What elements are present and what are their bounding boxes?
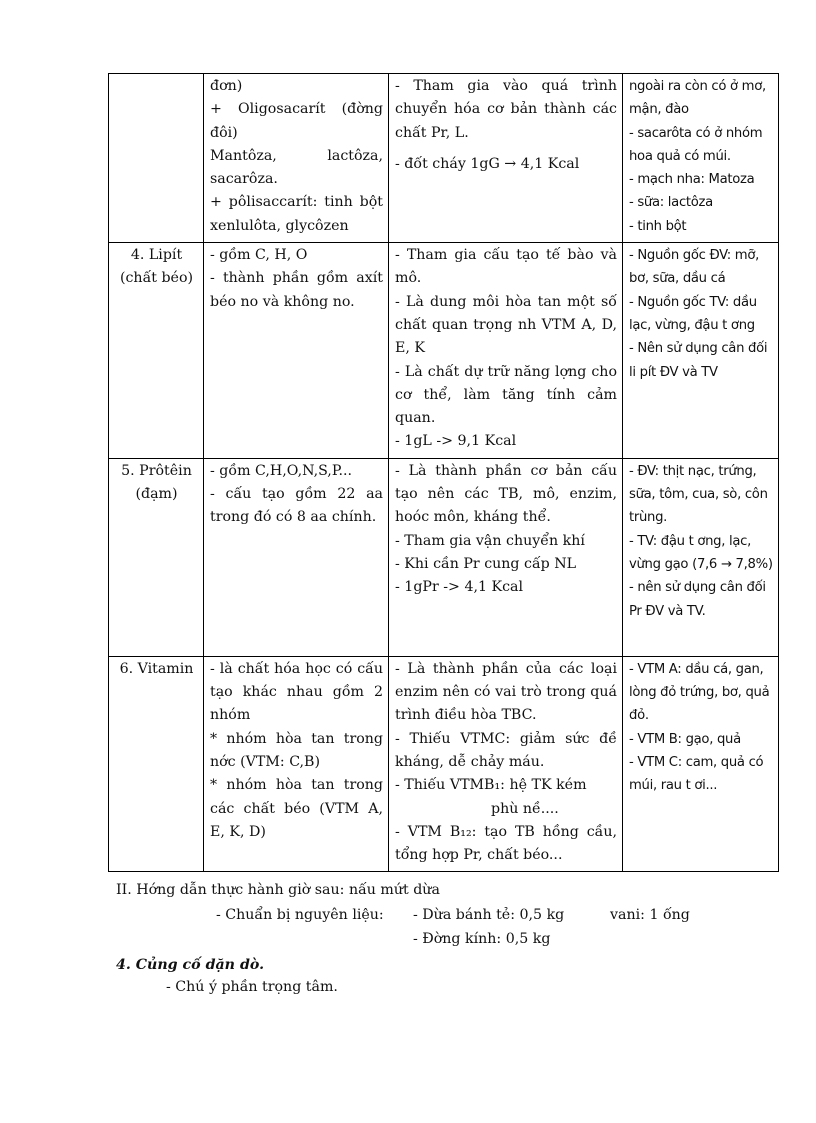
section-heading: II. Hớng dẫn thực hành giờ sau: nấu mứt dừa — [116, 882, 440, 898]
sources-cell — [623, 656, 779, 872]
sources-cell — [623, 458, 779, 656]
text-line: - sacarôta có ở nhóm hoa quả có múi. — [629, 125, 763, 164]
sources-cell — [623, 243, 779, 459]
role-cell — [389, 458, 623, 656]
table-row — [109, 74, 779, 243]
text-line: phù nề.... — [491, 800, 559, 817]
text-line: - nên sử dụng cân đối Pr ĐV và TV. — [629, 580, 766, 619]
section-heading: 4. Củng cố dặn dò. — [116, 957, 265, 973]
text-line: - sữa: lactôza — [629, 195, 713, 211]
text-line: + Oligosacarít (đờng đôi) — [210, 101, 383, 141]
ingredient-item: vani: 1 ống — [610, 907, 690, 923]
text-line: - Nguồn gốc TV: dầu lạc, vừng, đậu t ơng — [629, 294, 757, 333]
text-line: - Là thành phần của các loại enzim nên có vai trò trong quá trình điều hòa TBC. — [395, 660, 617, 724]
text-line: + pôlisaccarít: tinh bột xenlulôta, glycôzen — [210, 194, 383, 234]
text-line: - gồm C, H, O — [210, 247, 308, 264]
text-line: - cấu tạo gồm 22 aa trong đó có 8 aa chính. — [210, 486, 383, 526]
text-line: * nhóm hòa tan trong các chất béo (VTM A, E, K, D) — [210, 777, 383, 840]
text-line: - Khi cần Pr cung cấp NL — [395, 555, 577, 572]
text-line: - VTM B: gạo, quả — [629, 731, 741, 747]
text-line: - 1gL -> 9,1 Kcal — [395, 433, 517, 450]
text-line: - là chất hóa học có cấu tạo khác nhau gồm 2 nhóm — [210, 660, 383, 724]
text-line: - gồm C,H,O,N,S,P... — [210, 462, 353, 479]
text-line: 6. Vitamin — [119, 660, 194, 677]
role-cell — [389, 656, 623, 872]
text-line: - Tham gia vào quá trình chuyển hóa cơ bản thành các chất Pr, L. — [395, 78, 617, 141]
composition-cell — [204, 74, 389, 243]
ingredient-item: - Dừa bánh tẻ: 0,5 kg — [413, 907, 565, 923]
text-line: - mạch nha: Matoza — [629, 172, 755, 188]
text-line: - Là chất dự trữ năng lợng cho cơ thể, làm tăng tính cảm quan. — [395, 363, 617, 427]
text-line: - Thiếu VTMC: giảm sức đề kháng, dễ chảy máu. — [395, 730, 617, 770]
ingredient-item: - Đờng kính: 0,5 kg — [413, 931, 551, 947]
text-line: 4. Lipít — [130, 247, 183, 264]
table-row — [109, 656, 779, 872]
nutrient-name-cell — [109, 458, 204, 656]
text-line: - Tham gia vận chuyển khí — [395, 532, 585, 549]
text-line: - đốt cháy 1gG → 4,1 Kcal — [395, 155, 580, 172]
role-cell — [389, 243, 623, 459]
text-line: - Thiếu VTMB₁: hệ TK kém — [395, 777, 587, 794]
text-line: - tinh bột — [629, 218, 687, 234]
note-line: - Chú ý phần trọng tâm. — [166, 979, 338, 995]
nutrient-name-cell — [109, 656, 204, 872]
role-cell — [389, 74, 623, 243]
text-line: (đạm) — [135, 486, 178, 503]
text-line: - Là thành phần cơ bản cấu tạo nên các TB, mô, enzim, hoóc môn, kháng thể. — [395, 462, 617, 526]
text-line: - ĐV: thịt nạc, trứng, sữa, tôm, cua, sò, côn trùng. — [629, 463, 768, 526]
text-line: ngoài ra còn có ở mơ, mận, đào — [629, 79, 766, 118]
text-line: - 1gPr -> 4,1 Kcal — [395, 579, 524, 596]
text-line: - VTM B₁₂: tạo TB hồng cầu, tổng hợp Pr, chất béo... — [395, 823, 617, 864]
text-line: Mantôza, lactôza, sacarôza. — [210, 147, 383, 188]
nutrient-name-cell — [109, 74, 204, 243]
text-line: * nhóm hòa tan trong nớc (VTM: C,B) — [210, 730, 383, 770]
text-line: (chất béo) — [119, 270, 194, 287]
text-line: - Nên sử dụng cân đối li pít ĐV và TV — [629, 341, 768, 380]
table-row — [109, 243, 779, 459]
prep-label: - Chuẩn bị nguyên liệu: — [216, 907, 384, 923]
nutrition-table — [108, 73, 779, 872]
text-line: - thành phần gồm axít béo no và không no. — [210, 270, 383, 310]
text-line: - Tham gia cấu tạo tế bào và mô. — [395, 247, 617, 287]
nutrient-name-cell — [109, 243, 204, 459]
text-line: - VTM A: dầu cá, gan, lòng đỏ trứng, bơ, quả đỏ. — [629, 661, 770, 724]
text-line: - Nguồn gốc ĐV: mỡ, bơ, sữa, dầu cá — [629, 248, 760, 287]
composition-cell — [204, 656, 389, 872]
table-row — [109, 458, 779, 656]
composition-cell — [204, 458, 389, 656]
sources-cell — [623, 74, 779, 243]
text-line: - TV: đậu t ơng, lạc, vừng gạo (7,6 → 7,8%) — [629, 533, 773, 572]
text-line: - Là dung môi hòa tan một số chất quan trọng nh VTM A, D, E, K — [395, 293, 617, 357]
composition-cell — [204, 243, 389, 459]
text-line: đơn) — [210, 78, 243, 94]
text-line: - VTM C: cam, quả có múi, rau t ơi... — [629, 754, 764, 794]
text-line: 5. Prôtêin — [121, 462, 192, 479]
